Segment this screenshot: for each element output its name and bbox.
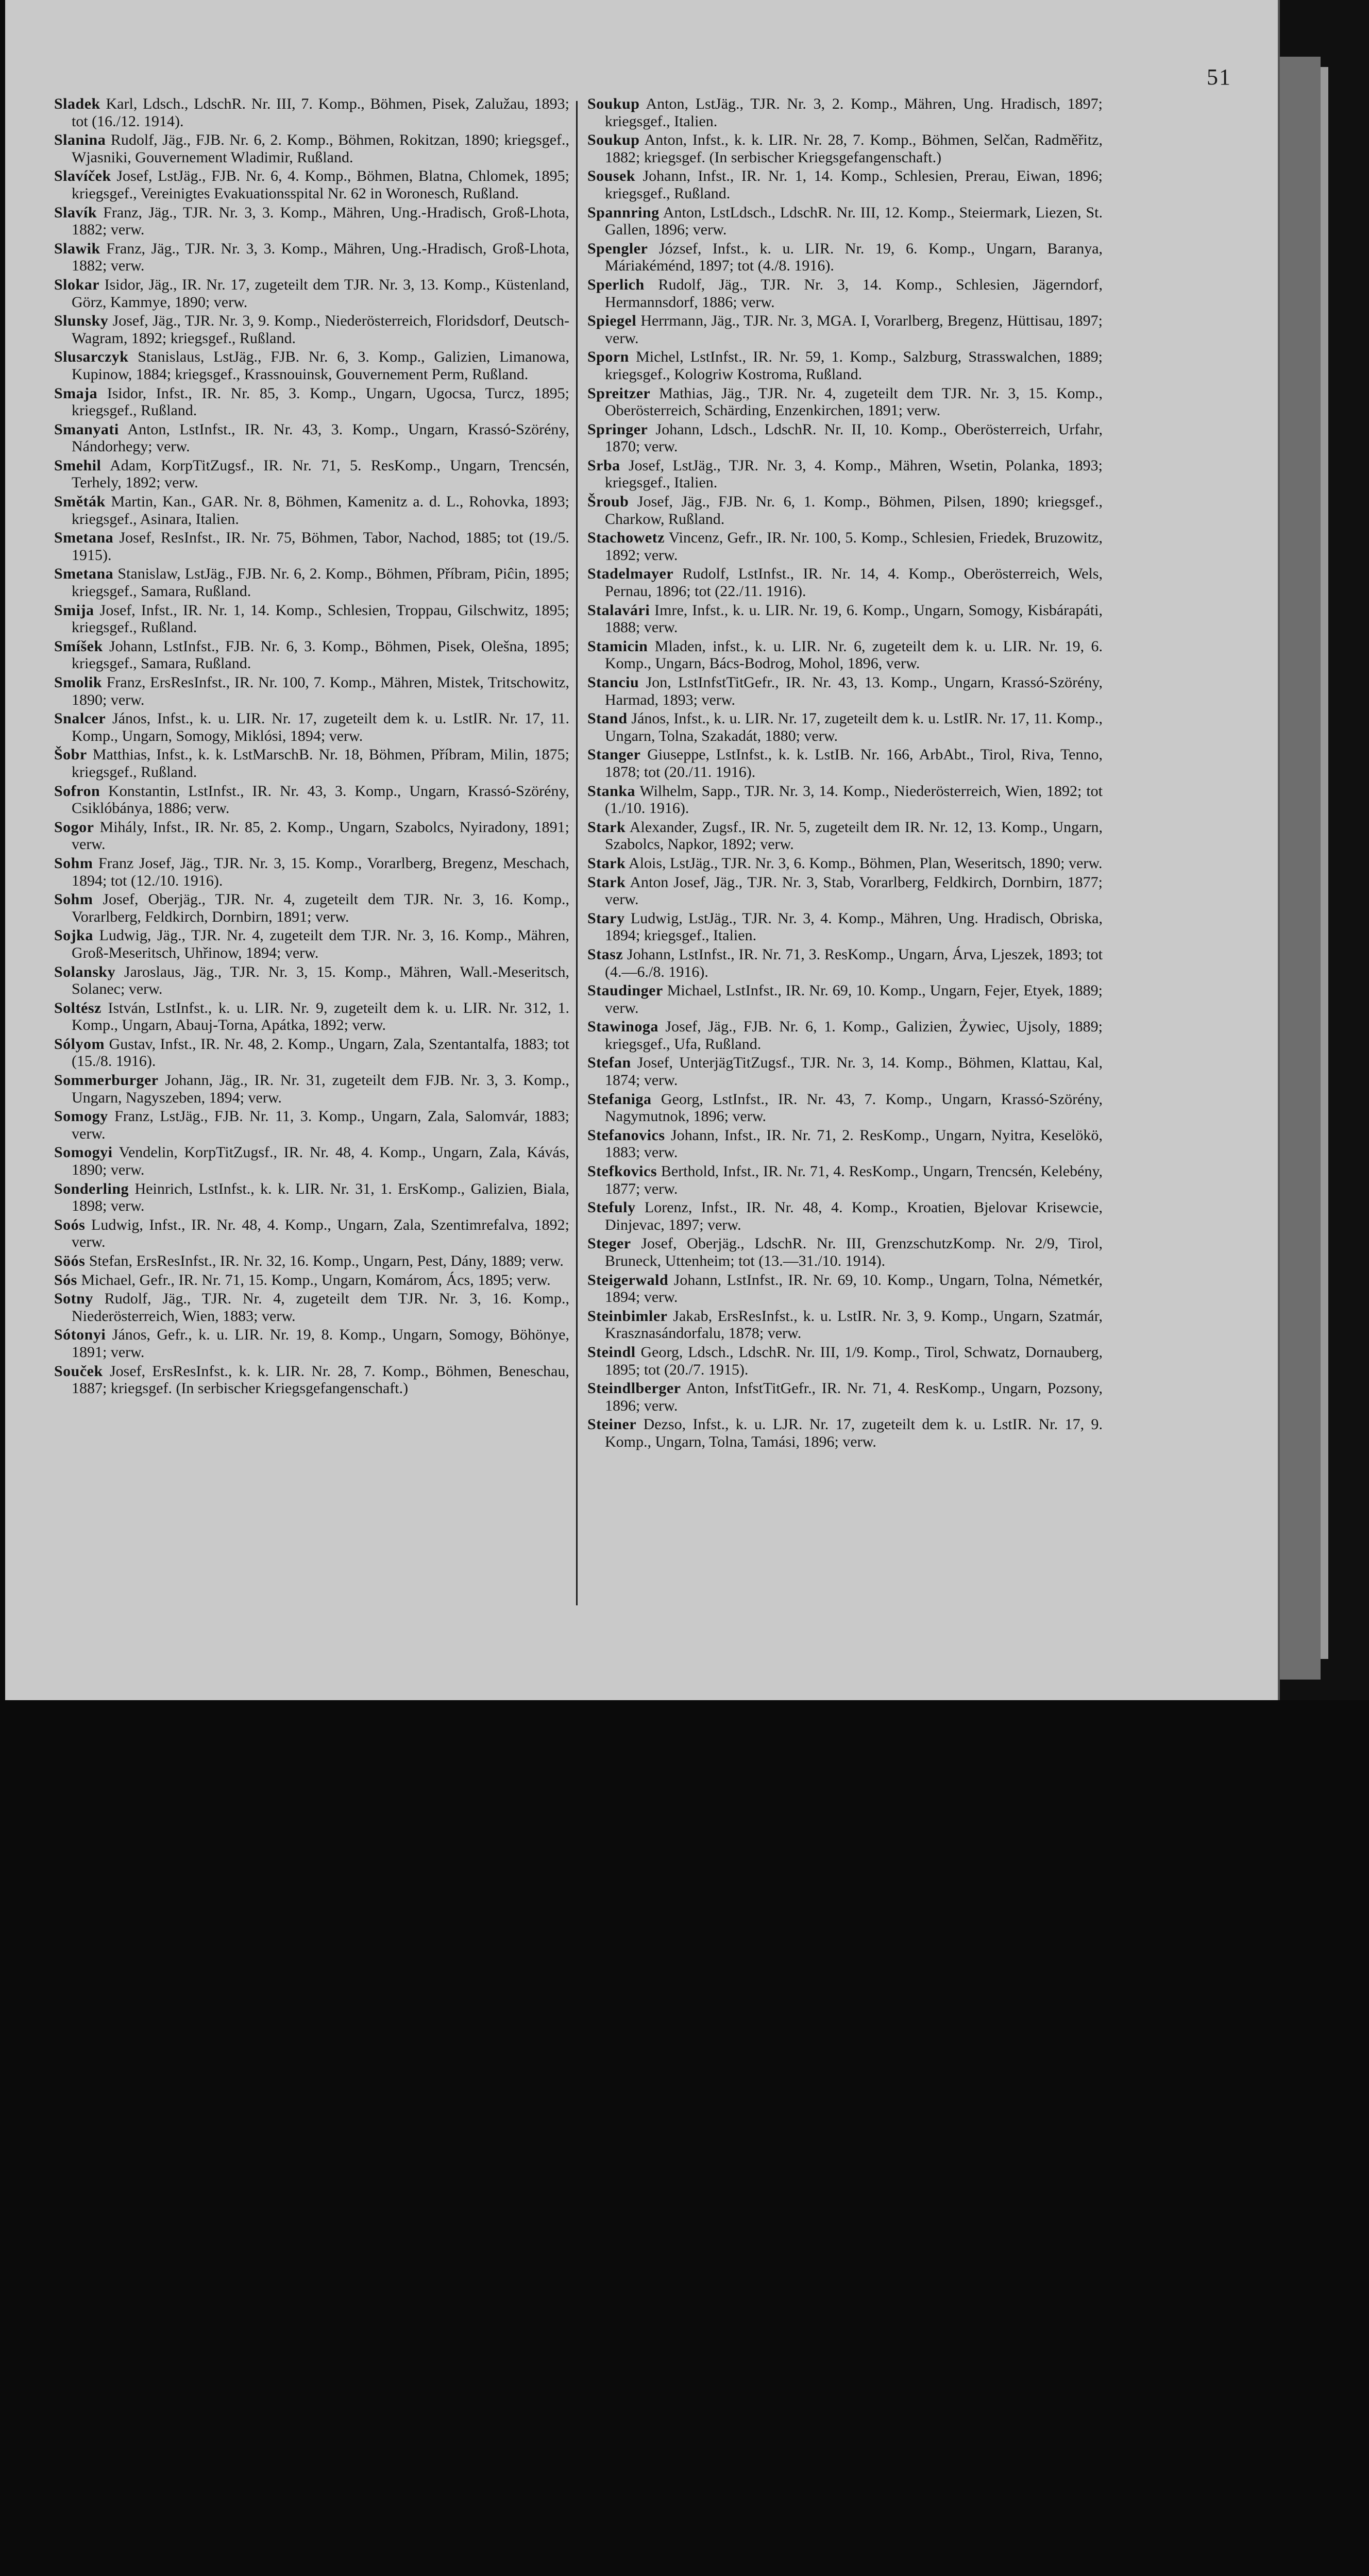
entry-surname: Stark	[587, 854, 626, 872]
entry-details: Lorenz, Infst., IR. Nr. 48, 4. Komp., Kroatien, Bjelovar Krisewcie, Dinjevac, 1897; verw.	[605, 1199, 1103, 1233]
entry-details: Giuseppe, LstInfst., k. k. LstIB. Nr. 166, ArbAbt., Tirol, Riva, Tenno, 1878; tot (20./11. 1916).	[605, 746, 1103, 781]
entry-surname: Smanyati	[54, 420, 119, 438]
entry-details: Rudolf, LstInfst., IR. Nr. 14, 4. Komp., Oberösterreich, Wels, Pernau, 1896; tot (22./11. 1916).	[605, 565, 1103, 600]
entry-surname: Souček	[54, 1362, 103, 1380]
register-entry	[54, 385, 569, 419]
column-divider	[576, 101, 578, 1605]
entry-details: Franz, ErsResInfst., IR. Nr. 100, 7. Komp., Mähren, Mistek, Tritschowitz, 1890; verw.	[72, 674, 569, 708]
entry-surname: Smaja	[54, 384, 98, 402]
entry-surname: Stadelmayer	[587, 565, 674, 583]
register-entry	[587, 1163, 1103, 1197]
register-entry	[587, 529, 1103, 564]
left-column	[54, 95, 569, 1399]
entry-surname: Steindlberger	[587, 1380, 681, 1397]
entry-surname: Stanciu	[587, 674, 639, 691]
entry-details: Ludwig, Infst., IR. Nr. 48, 4. Komp., Ungarn, Zala, Szentimrefalva, 1892; verw.	[72, 1216, 570, 1251]
entry-details: Josef, Jäg., FJB. Nr. 6, 1. Komp., Böhmen, Pilsen, 1890; kriegsgef., Charkow, Rußland.	[605, 493, 1103, 528]
entry-details: Alexander, Zugsf., IR. Nr. 5, zugeteilt dem IR. Nr. 12, 13. Komp., Ungarn, Szabolcs, Napkor, 1892; verw.	[605, 818, 1103, 853]
entry-surname: Stalavári	[587, 601, 650, 619]
entry-surname: Stamicin	[587, 637, 648, 655]
entry-details: Imre, Infst., k. u. LIR. Nr. 19, 6. Komp., Ungarn, Somogy, Kisbárapáti, 1888; verw.	[605, 601, 1103, 636]
register-entry	[54, 276, 569, 311]
entry-details: Karl, Ldsch., LdschR. Nr. III, 7. Komp., Böhmen, Pisek, Zalužau, 1893; tot (16./12. 1914).	[72, 95, 569, 130]
entry-surname: Slawik	[54, 240, 100, 257]
entry-surname: Sporn	[587, 348, 629, 366]
entry-surname: Stefkovics	[587, 1163, 657, 1180]
entry-details: Matthias, Infst., k. k. LstMarschB. Nr. 18, Böhmen, Příbram, Milin, 1875; kriegsgef., Rußland.	[72, 746, 569, 781]
register-entry	[54, 999, 569, 1034]
entry-surname: Sousek	[587, 167, 636, 185]
register-entry	[587, 1018, 1103, 1053]
entry-details: Stefan, ErsResInfst., IR. Nr. 32, 16. Komp., Ungarn, Pest, Dány, 1889; verw.	[89, 1252, 564, 1269]
entry-details: Mladen, infst., k. u. LIR. Nr. 6, zugeteilt dem k. u. LIR. Nr. 19, 6. Komp., Ungarn, Bács-Bodrog, Mohol, 1896, verw.	[605, 637, 1103, 672]
page-number: 51	[1207, 64, 1231, 90]
register-entry	[587, 1091, 1103, 1125]
entry-details: Josef, LstJäg., TJR. Nr. 3, 4. Komp., Mähren, Wsetin, Polanka, 1893; kriegsgef., Italien.	[605, 456, 1103, 492]
entry-surname: Sladek	[54, 95, 100, 112]
entry-surname: Stanka	[587, 782, 636, 800]
entry-details: Jaroslaus, Jäg., TJR. Nr. 3, 15. Komp., Mähren, Wall.-Meseritsch, Solanec; verw.	[72, 963, 570, 998]
entry-surname: Sonderling	[54, 1180, 129, 1197]
entry-details: Anton, LstInfst., IR. Nr. 43, 3. Komp., Ungarn, Krassó-Szörény, Nándorhegy; verw.	[72, 420, 569, 455]
entry-surname: Smolik	[54, 674, 103, 691]
entry-surname: Slavíček	[54, 167, 111, 185]
entry-surname: Sperlich	[587, 276, 645, 293]
entry-details: Josef, Jäg., TJR. Nr. 3, 9. Komp., Niederösterreich, Floridsdorf, Deutsch-Wagram, 1892; kriegsgef., Rußland.	[72, 312, 569, 347]
entry-details: Georg, LstInfst., IR. Nr. 43, 7. Komp., Ungarn, Krassó-Szörény, Nagymutnok, 1896; verw.	[605, 1090, 1103, 1125]
entry-surname: Sommerburger	[54, 1072, 159, 1089]
entry-details: Anton, LstJäg., TJR. Nr. 3, 2. Komp., Mähren, Ung. Hradisch, 1897; kriegsgef., Italien.	[605, 95, 1103, 130]
register-entry	[587, 167, 1103, 202]
entry-details: János, Infst., k. u. LIR. Nr. 17, zugeteilt dem k. u. LstIR. Nr. 17, 11. Komp., Ungarn, Somogy, Miklósi, 1894; verw.	[72, 710, 570, 744]
entry-surname: Steiner	[587, 1416, 637, 1433]
entry-details: Jakab, ErsResInfst., k. u. LstIR. Nr. 3, 9. Komp., Ungarn, Szatmár, Krasznasándorfalu, 1878; verw.	[605, 1307, 1103, 1342]
register-entry	[587, 204, 1103, 239]
entry-surname: Sós	[54, 1271, 77, 1289]
entry-surname: Steger	[587, 1235, 631, 1252]
register-entry	[54, 1216, 569, 1251]
entry-details: Rudolf, Jäg., FJB. Nr. 6, 2. Komp., Böhmen, Rokitzan, 1890; kriegsgef., Wjasniki, Gouvernement Wladimir, Rußland.	[72, 131, 570, 166]
entry-surname: Smehil	[54, 456, 102, 474]
register-entry	[587, 457, 1103, 492]
entry-details: Konstantin, LstInfst., IR. Nr. 43, 3. Komp., Ungarn, Krassó-Szörény, Csiklóbánya, 1886; verw.	[72, 782, 570, 817]
register-entry	[54, 674, 569, 708]
scanned-page	[5, 0, 1280, 1700]
entry-surname: Stawinoga	[587, 1018, 658, 1036]
register-entry	[587, 1199, 1103, 1233]
register-entry	[587, 1308, 1103, 1342]
register-entry	[54, 1326, 569, 1361]
entry-details: Josef, ErsResInfst., k. k. LIR. Nr. 28, 7. Komp., Böhmen, Beneschau, 1887; kriegsgef. (In serbischer Kriegsgefangenschaft.)	[72, 1362, 569, 1397]
register-entry	[587, 1416, 1103, 1450]
entry-details: Josef, Oberjäg., LdschR. Nr. III, GrenzschutzKomp. Nr. 2/9, Tirol, Bruneck, Uttenheim; tot (13.—31./10. 1914).	[605, 1235, 1103, 1269]
entry-details: Vendelin, KorpTitZugsf., IR. Nr. 48, 4. Komp., Ungarn, Zala, Kávás, 1890; verw.	[72, 1144, 569, 1179]
entry-surname: Slunsky	[54, 312, 109, 330]
entry-details: Anton, LstLdsch., LdschR. Nr. III, 12. Komp., Steiermark, Liezen, St. Gallen, 1896; verw.	[605, 204, 1103, 239]
entry-surname: Směták	[54, 493, 106, 511]
register-entry	[587, 946, 1103, 980]
register-entry	[54, 927, 569, 961]
register-entry	[54, 855, 569, 889]
register-entry	[587, 348, 1103, 383]
register-entry	[587, 276, 1103, 311]
entry-details: Josef, LstJäg., FJB. Nr. 6, 4. Komp., Böhmen, Blatna, Chlomek, 1895; kriegsgef., Vereinigtes Evakuationsspital Nr. 62 in Woronesch, Rußland.	[72, 167, 569, 202]
entry-details: Michel, LstInfst., IR. Nr. 59, 1. Komp., Salzburg, Strasswalchen, 1889; kriegsgef., Kologriw Kostroma, Rußland.	[605, 348, 1103, 383]
entry-surname: Slusarczyk	[54, 348, 129, 366]
entry-surname: Sofron	[54, 782, 100, 800]
register-entry	[54, 710, 569, 744]
register-entry	[54, 1036, 569, 1070]
entry-details: Jon, LstInfstTitGefr., IR. Nr. 43, 13. Komp., Ungarn, Krassó-Szörény, Harmad, 1893; verw.	[605, 674, 1103, 708]
entry-details: Josef, Oberjäg., TJR. Nr. 4, zugeteilt dem TJR. Nr. 3, 16. Komp., Vorarlberg, Feldkirch, Dornbirn, 1891; verw.	[72, 891, 570, 925]
entry-details: Franz, Jäg., TJR. Nr. 3, 3. Komp., Mähren, Ung.-Hradisch, Groß-Lhota, 1882; verw.	[72, 240, 569, 275]
register-entry	[587, 95, 1103, 130]
register-entry	[54, 602, 569, 636]
register-entry	[587, 1127, 1103, 1161]
entry-details: Martin, Kan., GAR. Nr. 8, Böhmen, Kamenitz a. d. L., Rohovka, 1893; kriegsgef., Asinara, Italien.	[72, 493, 569, 528]
register-entry	[54, 891, 569, 925]
register-entry	[587, 674, 1103, 708]
entry-surname: Soós	[54, 1216, 86, 1233]
entry-surname: Stary	[587, 909, 625, 927]
entry-surname: Steigerwald	[587, 1271, 669, 1289]
entry-details: Michael, Gefr., IR. Nr. 71, 15. Komp., Ungarn, Komárom, Ács, 1895; verw.	[81, 1271, 551, 1289]
entry-details: Alois, LstJäg., TJR. Nr. 3, 6. Komp., Böhmen, Plan, Weseritsch, 1890; verw.	[629, 854, 1103, 872]
entry-details: Ludwig, LstJäg., TJR. Nr. 3, 4. Komp., Mähren, Ung. Hradisch, Obriska, 1894; kriegsgef., Italien.	[605, 909, 1103, 944]
register-entry	[54, 95, 569, 130]
entry-surname: Stanger	[587, 746, 641, 764]
entry-surname: Stark	[587, 873, 626, 891]
register-entry	[587, 1344, 1103, 1378]
entry-details: István, LstInfst., k. u. LIR. Nr. 9, zugeteilt dem k. u. LIR. Nr. 312, 1. Komp., Ungarn, Abauj-Torna, Apátka, 1892; verw.	[72, 999, 570, 1034]
entry-details: Stanislaw, LstJäg., FJB. Nr. 6, 2. Komp., Böhmen, Příbram, Piĉin, 1895; kriegsgef., Samara, Rußland.	[72, 565, 570, 600]
register-entry	[587, 1272, 1103, 1306]
entry-surname: Snalcer	[54, 710, 106, 727]
entry-surname: Spiegel	[587, 312, 637, 330]
register-entry	[54, 204, 569, 239]
register-entry	[54, 529, 569, 564]
viewer-footer	[0, 1700, 1369, 1811]
register-entry	[587, 421, 1103, 455]
entry-details: Rudolf, Jäg., TJR. Nr. 4, zugeteilt dem TJR. Nr. 3, 16. Komp., Niederösterreich, Wien, 1883; verw.	[72, 1290, 569, 1325]
entry-surname: Stefan	[587, 1054, 631, 1072]
register-entry	[54, 783, 569, 817]
register-entry	[54, 240, 569, 275]
entry-surname: Söós	[54, 1252, 86, 1269]
entry-surname: Soukup	[587, 95, 640, 112]
register-entry	[587, 783, 1103, 817]
register-entry	[54, 167, 569, 202]
entry-details: Berthold, Infst., IR. Nr. 71, 4. ResKomp., Ungarn, Trencsén, Kelebény, 1877; verw.	[605, 1163, 1103, 1197]
entry-details: Vincenz, Gefr., IR. Nr. 100, 5. Komp., Schlesien, Friedek, Bruzowitz, 1892; verw.	[605, 529, 1103, 564]
entry-surname: Stefanovics	[587, 1126, 665, 1144]
entry-details: Mihály, Infst., IR. Nr. 85, 2. Komp., Ungarn, Szabolcs, Nyiradony, 1891; verw.	[72, 818, 569, 853]
entry-details: Johann, LstInfst., IR. Nr. 69, 10. Komp., Ungarn, Tolna, Németkér, 1894; verw.	[605, 1271, 1103, 1306]
entry-details: Adam, KorpTitZugsf., IR. Nr. 71, 5. ResKomp., Ungarn, Trencsén, Terhely, 1892; verw.	[72, 456, 569, 492]
entry-surname: Solansky	[54, 963, 116, 980]
register-entry	[587, 131, 1103, 166]
entry-details: Josef, ResInfst., IR. Nr. 75, Böhmen, Tabor, Nachod, 1885; tot (19./5. 1915).	[72, 529, 569, 564]
entry-surname: Sotny	[54, 1290, 93, 1308]
entry-details: Georg, Ldsch., LdschR. Nr. III, 1/9. Komp., Tirol, Schwatz, Dornauberg, 1895; tot (20./7. 1915).	[605, 1343, 1103, 1378]
register-entry	[54, 312, 569, 347]
register-entry	[587, 819, 1103, 853]
entry-surname: Sohm	[54, 854, 93, 872]
entry-surname: Springer	[587, 420, 648, 438]
entry-surname: Smíšek	[54, 637, 103, 655]
entry-details: Ludwig, Jäg., TJR. Nr. 4, zugeteilt dem TJR. Nr. 3, 16. Komp., Mähren, Groß-Meseritsch, Uhřinow, 1894; verw.	[72, 927, 570, 961]
register-entry	[587, 874, 1103, 908]
register-entry	[587, 746, 1103, 781]
register-entry	[54, 348, 569, 383]
entry-details: Josef, UnterjägTitZugsf., TJR. Nr. 3, 14. Komp., Böhmen, Klattau, Kal, 1874; verw.	[605, 1054, 1103, 1089]
register-entry	[54, 819, 569, 853]
register-entry	[54, 421, 569, 455]
register-entry	[54, 1108, 569, 1142]
entry-surname: Spreitzer	[587, 384, 651, 402]
entry-details: Herrmann, Jäg., TJR. Nr. 3, MGA. I, Vorarlberg, Bregenz, Hüttisau, 1897; verw.	[605, 312, 1103, 347]
entry-details: Stanislaus, LstJäg., FJB. Nr. 6, 3. Komp., Galizien, Limanowa, Kupinow, 1884; kriegsgef., Krassnouinsk, Gouvernement Perm, Rußland.	[72, 348, 569, 383]
register-entry	[587, 638, 1103, 672]
entry-details: Wilhelm, Sapp., TJR. Nr. 3, 14. Komp., Niederösterreich, Wien, 1892; tot (1./10. 1916).	[605, 782, 1103, 817]
register-entry	[587, 385, 1103, 419]
entry-surname: Somogyi	[54, 1144, 113, 1161]
entry-surname: Stand	[587, 710, 628, 727]
register-entry	[587, 855, 1103, 872]
entry-details: Franz, LstJäg., FJB. Nr. 11, 3. Komp., Ungarn, Zala, Salomvár, 1883; verw.	[72, 1108, 569, 1142]
entry-details: Dezso, Infst., k. u. LJR. Nr. 17, zugeteilt dem k. u. LstIR. Nr. 17, 9. Komp., Ungarn, Tolna, Tamási, 1896; verw.	[605, 1416, 1103, 1450]
register-entry	[587, 493, 1103, 528]
entry-surname: Slavík	[54, 204, 97, 221]
entry-details: Johann, Infst., IR. Nr. 1, 14. Komp., Schlesien, Prerau, Eiwan, 1896; kriegsgef., Rußland.	[605, 167, 1103, 202]
entry-details: Gustav, Infst., IR. Nr. 48, 2. Komp., Ungarn, Zala, Szentantalfa, 1883; tot (15./8. 1916).	[72, 1035, 570, 1070]
entry-surname: Stasz	[587, 945, 623, 963]
entry-surname: Soukup	[587, 131, 640, 149]
entry-details: Johann, LstInfst., IR. Nr. 71, 3. ResKomp., Ungarn, Árva, Ljeszek, 1893; tot (4.—6./8. 1916).	[605, 945, 1103, 980]
register-entry	[587, 602, 1103, 636]
entry-surname: Šroub	[587, 493, 629, 511]
register-entry	[587, 312, 1103, 347]
entry-details: Franz, Jäg., TJR. Nr. 3, 3. Komp., Mähren, Ung.-Hradisch, Groß-Lhota, 1882; verw.	[72, 204, 569, 239]
entry-surname: Staudinger	[587, 982, 663, 999]
register-entry	[587, 982, 1103, 1016]
right-column	[587, 95, 1103, 1452]
register-entry	[587, 240, 1103, 275]
entry-surname: Smija	[54, 601, 94, 619]
entry-details: Mathias, Jäg., TJR. Nr. 4, zugeteilt dem TJR. Nr. 3, 15. Komp., Oberösterreich, Schärding, Enzenkirchen, 1891; verw.	[605, 384, 1103, 419]
entry-surname: Smetana	[54, 529, 114, 547]
register-entry	[54, 963, 569, 998]
entry-details: Anton, Infst., k. k. LIR. Nr. 28, 7. Komp., Böhmen, Selčan, Radměřitz, 1882; kriegsgef. (In serbischer Kriegsgefangenschaft.)	[605, 131, 1103, 166]
entry-details: János, Infst., k. u. LIR. Nr. 17, zugeteilt dem k. u. LstIR. Nr. 17, 11. Komp., Ungarn, Tolna, Szakadát, 1880; verw.	[605, 710, 1103, 744]
entry-surname: Sogor	[54, 818, 94, 836]
register-entry	[54, 1252, 569, 1270]
entry-details: Anton Josef, Jäg., TJR. Nr. 3, Stab, Vorarlberg, Feldkirch, Dornbirn, 1877; verw.	[605, 873, 1103, 908]
register-entry	[54, 1072, 569, 1106]
entry-surname: Stefaniga	[587, 1090, 652, 1108]
entry-surname: Slanina	[54, 131, 106, 149]
entry-surname: Šobr	[54, 746, 87, 764]
entry-details: Anton, InfstTitGefr., IR. Nr. 71, 4. ResKomp., Ungarn, Pozsony, 1896; verw.	[605, 1380, 1103, 1414]
entry-details: Johann, Infst., IR. Nr. 71, 2. ResKomp., Ungarn, Nyitra, Keselökö, 1883; verw.	[605, 1126, 1103, 1161]
entry-details: Isidor, Infst., IR. Nr. 85, 3. Komp., Ungarn, Ugocsa, Turcz, 1895; kriegsgef., Rußland.	[72, 384, 570, 419]
entry-details: Michael, LstInfst., IR. Nr. 69, 10. Komp., Ungarn, Fejer, Etyek, 1889; verw.	[605, 982, 1103, 1016]
entry-details: József, Infst., k. u. LIR. Nr. 19, 6. Komp., Ungarn, Baranya, Máriakéménd, 1897; tot (4./8. 1916).	[605, 240, 1103, 275]
entry-details: Johann, LstInfst., FJB. Nr. 6, 3. Komp., Böhmen, Pisek, Olešna, 1895; kriegsgef., Samara, Rußland.	[72, 637, 570, 672]
entry-surname: Srba	[587, 456, 620, 474]
entry-surname: Spengler	[587, 240, 648, 257]
register-entry	[587, 910, 1103, 944]
entry-details: Franz Josef, Jäg., TJR. Nr. 3, 15. Komp., Vorarlberg, Bregenz, Meschach, 1894; tot (12./10. 1916).	[72, 854, 569, 889]
register-entry	[54, 493, 569, 528]
register-entry	[54, 565, 569, 600]
register-entry	[54, 131, 569, 166]
entry-details: Josef, Jäg., FJB. Nr. 6, 1. Komp., Galizien, Żywiec, Ujsoly, 1889; kriegsgef., Ufa, Rußland.	[605, 1018, 1103, 1053]
register-entry	[587, 1380, 1103, 1414]
register-entry	[54, 1144, 569, 1178]
entry-surname: Sojka	[54, 927, 93, 944]
entry-surname: Stark	[587, 818, 626, 836]
register-entry	[54, 457, 569, 492]
register-entry	[54, 746, 569, 781]
entry-surname: Smetana	[54, 565, 114, 583]
entry-details: János, Gefr., k. u. LIR. Nr. 19, 8. Komp., Ungarn, Somogy, Böhönye, 1891; verw.	[72, 1326, 569, 1361]
entry-surname: Steindl	[587, 1343, 636, 1361]
entry-surname: Sohm	[54, 891, 93, 908]
entry-surname: Soltész	[54, 999, 102, 1016]
entry-surname: Stachowetz	[587, 529, 665, 547]
entry-details: Josef, Infst., IR. Nr. 1, 14. Komp., Schlesien, Troppau, Gilschwitz, 1895; kriegsgef., Rußland.	[72, 601, 569, 636]
register-entry	[54, 638, 569, 672]
entry-details: Rudolf, Jäg., TJR. Nr. 3, 14. Komp., Schlesien, Jägerndorf, Hermannsdorf, 1886; verw.	[605, 276, 1103, 311]
register-entry	[587, 1054, 1103, 1089]
entry-details: Isidor, Jäg., IR. Nr. 17, zugeteilt dem TJR. Nr. 3, 13. Komp., Küstenland, Görz, Kammye, 1890; verw.	[72, 276, 570, 311]
register-entry	[54, 1363, 569, 1397]
register-entry	[587, 710, 1103, 744]
register-entry	[54, 1290, 569, 1325]
entry-details: Johann, Ldsch., LdschR. Nr. II, 10. Komp., Oberösterreich, Urfahr, 1870; verw.	[605, 420, 1103, 455]
entry-surname: Sólyom	[54, 1035, 105, 1053]
register-entry	[54, 1180, 569, 1215]
register-entry	[54, 1272, 569, 1289]
entry-surname: Stefuly	[587, 1199, 636, 1216]
entry-surname: Spannring	[587, 204, 660, 221]
register-entry	[587, 1235, 1103, 1269]
entry-details: Johann, Jäg., IR. Nr. 31, zugeteilt dem FJB. Nr. 3, 3. Komp., Ungarn, Nagyszeben, 1894; verw.	[72, 1072, 569, 1106]
register-entry	[587, 565, 1103, 600]
entry-surname: Sótonyi	[54, 1326, 106, 1344]
entry-details: Heinrich, LstInfst., k. k. LIR. Nr. 31, 1. ErsKomp., Galizien, Biala, 1898; verw.	[72, 1180, 569, 1215]
entry-surname: Steinbimler	[587, 1307, 668, 1325]
entry-surname: Slokar	[54, 276, 100, 293]
entry-surname: Somogy	[54, 1108, 108, 1125]
